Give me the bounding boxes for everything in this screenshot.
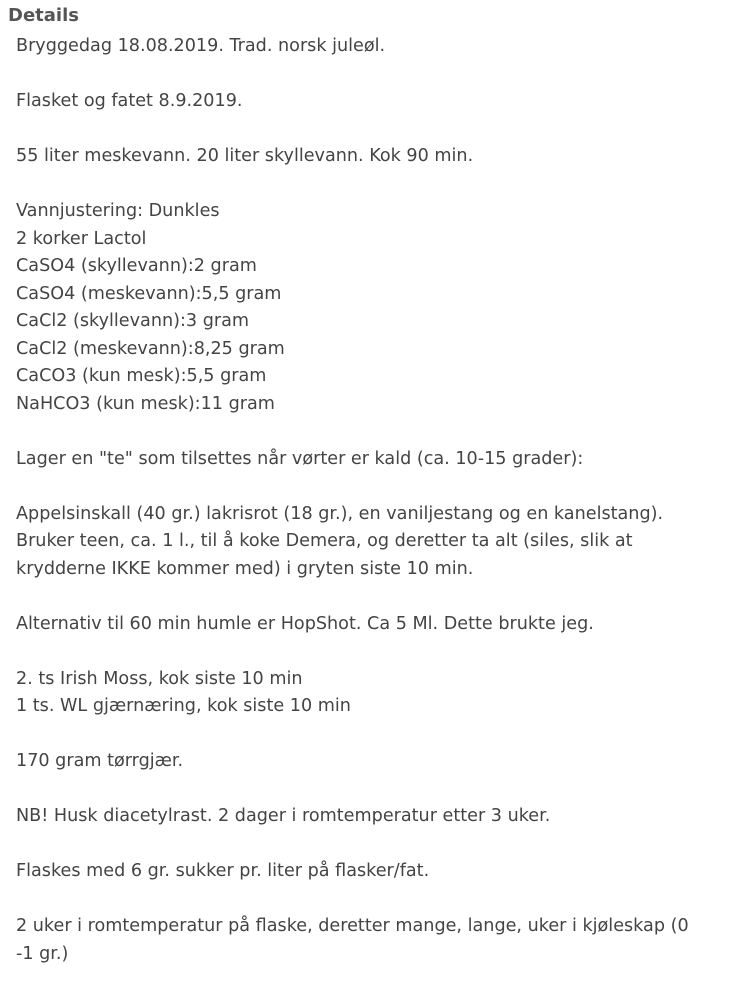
text-line: krydderne IKKE kommer med) i gryten siste 10 min. <box>16 558 474 579</box>
blank-line <box>16 886 741 914</box>
text-line: Flasket og fatet 8.9.2019. <box>16 91 243 111</box>
text-line: Lager en "te" som tilsettes når vørter er kald (ca. 10-15 grader): <box>16 448 584 469</box>
text-line: NaHCO3 (kun mesk):11 gram <box>16 393 275 414</box>
blank-line <box>16 61 741 89</box>
details-heading: Details <box>8 5 79 26</box>
blank-line <box>16 776 741 804</box>
blank-line <box>16 638 741 666</box>
text-line: CaSO4 (skyllevann):2 gram <box>16 256 257 276</box>
text-line: CaCl2 (skyllevann):3 gram <box>16 311 250 331</box>
text-line: 2. ts Irish Moss, kok siste 10 min <box>16 668 303 689</box>
text-line: 1 ts. WL gjærnæring, kok siste 10 min <box>16 696 351 716</box>
text-line: CaCO3 (kun mesk):5,5 gram <box>16 366 267 386</box>
text-line: 55 liter meskevann. 20 liter skyllevann. Kok 90 min. <box>16 146 474 166</box>
blank-line <box>16 171 741 199</box>
blank-line <box>16 418 741 446</box>
text-line: Bruker teen, ca. 1 l., til å koke Demera, og deretter ta alt (siles, slik at <box>16 531 633 551</box>
details-content <box>16 33 741 968</box>
text-line: -1 gr.) <box>16 943 69 964</box>
text-line: 170 gram tørrgjær. <box>16 751 184 771</box>
text-line: NB! Husk diacetylrast. 2 dager i romtemperatur etter 3 uker. <box>16 806 551 826</box>
text-line: 2 korker Lactol <box>16 228 147 249</box>
text-line: Flaskes med 6 gr. sukker pr. liter på flasker/fat. <box>16 861 430 881</box>
text-line: Bryggedag 18.08.2019. Trad. norsk juleøl. <box>16 36 386 56</box>
text-line: Appelsinskall (40 gr.) lakrisrot (18 gr.), en vaniljestang og en kanelstang). <box>16 503 664 524</box>
text-line: CaSO4 (meskevann):5,5 gram <box>16 283 282 304</box>
text-line: CaCl2 (meskevann):8,25 gram <box>16 338 285 359</box>
blank-line <box>16 831 741 859</box>
blank-line <box>16 721 741 749</box>
blank-line <box>16 473 741 501</box>
blank-line <box>16 116 741 144</box>
text-line: Alternativ til 60 min humle er HopShot. Ca 5 Ml. Dette brukte jeg. <box>16 613 594 634</box>
text-line: 2 uker i romtemperatur på flaske, deretter mange, lange, uker i kjøleskap (0 <box>16 916 689 936</box>
text-line: Vannjustering: Dunkles <box>16 201 220 221</box>
blank-line <box>16 583 741 611</box>
